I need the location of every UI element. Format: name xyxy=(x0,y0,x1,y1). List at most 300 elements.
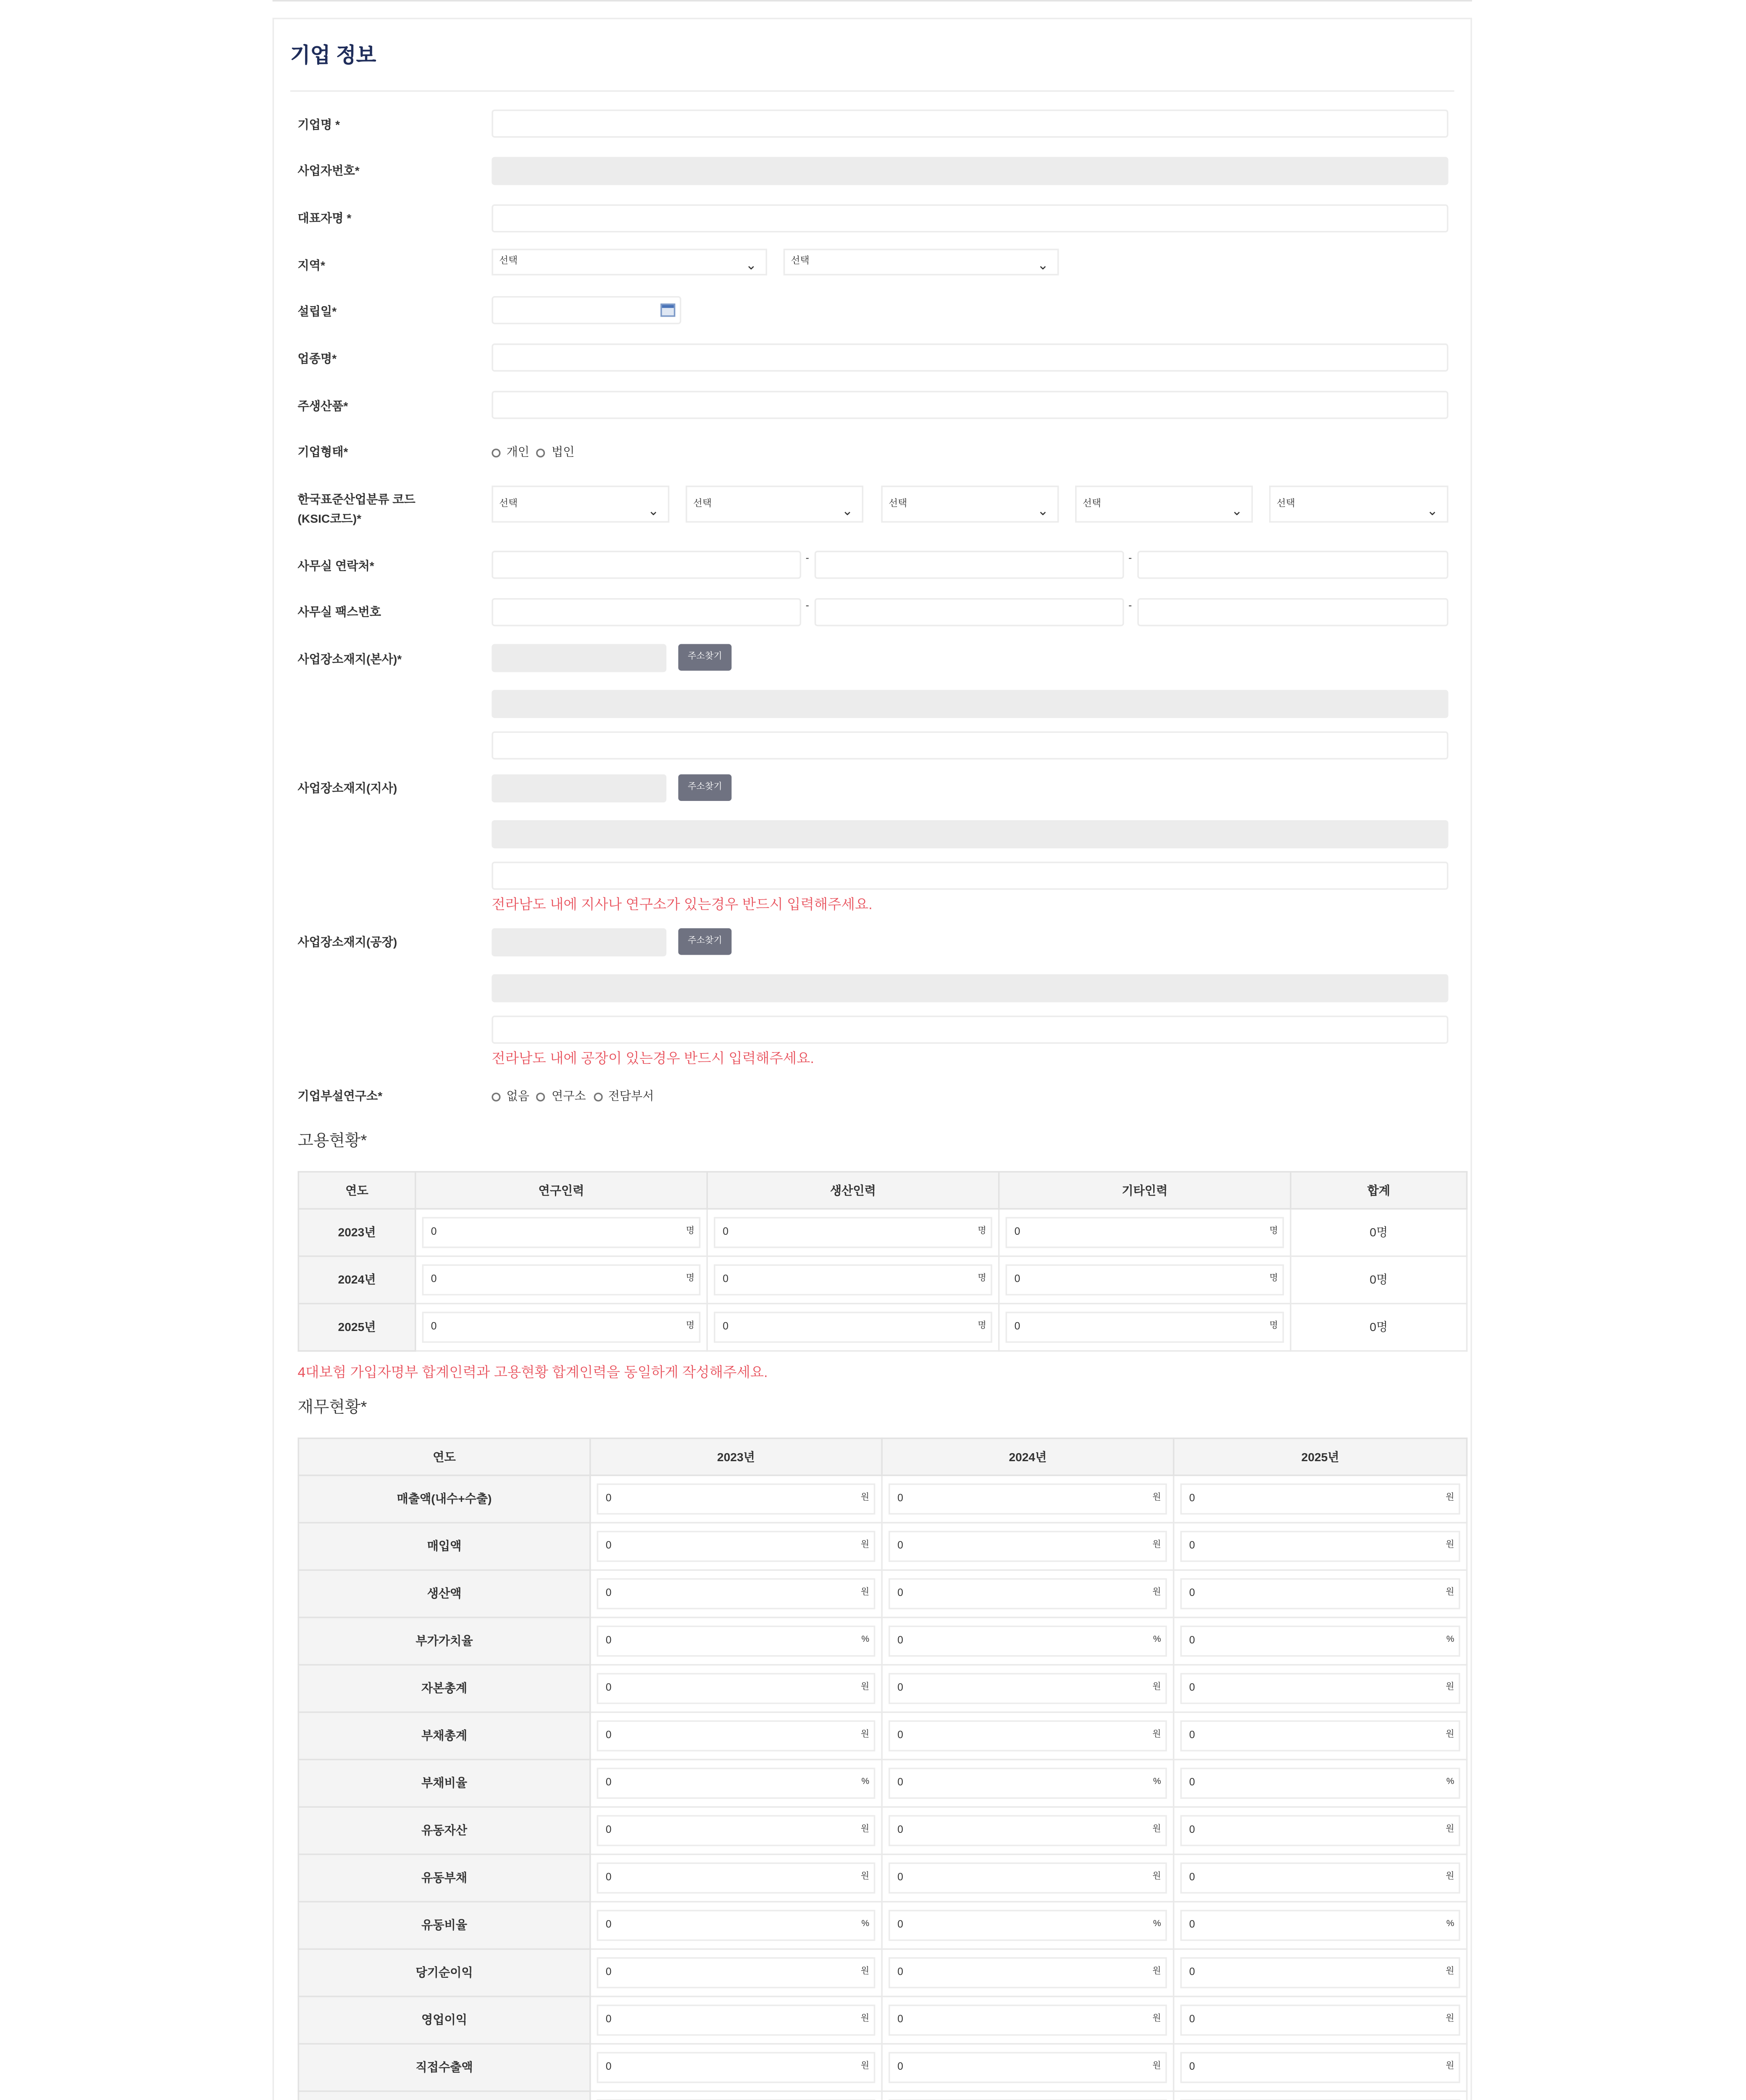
col-header-research: 연구인력 xyxy=(415,1172,707,1209)
factory-address-detail-input[interactable] xyxy=(492,1016,1448,1044)
cell-research xyxy=(415,1304,707,1351)
cell-value-col xyxy=(590,1617,882,1665)
cell-value: 0 xyxy=(897,1730,903,1741)
cell-value: 0 xyxy=(897,2015,903,2026)
cell-research xyxy=(415,1256,707,1304)
cell-value: 0 xyxy=(1189,1730,1195,1741)
unit-label: % xyxy=(1153,1920,1161,1929)
tel-dash-2: - xyxy=(1128,554,1132,564)
unit-label: 원 xyxy=(1446,2015,1454,2024)
finance-input[interactable] xyxy=(1180,1768,1460,1799)
unit-label: 원 xyxy=(1152,1967,1161,1977)
unit-label: 명 xyxy=(978,1322,986,1331)
factory-address-search-button[interactable]: 주소찾기 xyxy=(678,928,731,955)
col-header-total: 합계 xyxy=(1291,1172,1467,1209)
row-label: 매입액 xyxy=(298,1522,590,1570)
branch-address-input[interactable] xyxy=(492,820,1448,848)
table-row xyxy=(298,2091,1467,2100)
finance-input[interactable] xyxy=(1180,1720,1460,1751)
row-label: 부채총계 xyxy=(298,1712,590,1760)
cell-value-col xyxy=(590,1996,882,2044)
finance-input[interactable] xyxy=(597,1957,876,1988)
cell-production xyxy=(707,1209,999,1256)
label-ksic: 한국표준산업분류 코드 xyxy=(297,493,415,507)
row-year: 2025년 xyxy=(298,1304,415,1351)
founded-date-input[interactable] xyxy=(492,296,681,324)
table-row xyxy=(298,2044,1467,2091)
finance-input[interactable] xyxy=(597,1862,876,1893)
cell-value: 0 xyxy=(1189,1825,1195,1836)
finance-input[interactable] xyxy=(889,1768,1167,1799)
radio-label-corporation: 법인 xyxy=(551,446,575,459)
cell-value-col xyxy=(882,1902,1173,1949)
finance-input[interactable] xyxy=(597,1910,876,1941)
table-row xyxy=(298,1665,1467,1712)
row-total: 0명 xyxy=(1291,1304,1467,1351)
cell-production xyxy=(707,1304,999,1351)
employment-title: 고용현황* xyxy=(297,1132,367,1150)
cell-value-col xyxy=(1174,1996,1467,2044)
cell-value-col xyxy=(1174,1617,1467,1665)
table-row xyxy=(298,1949,1467,1997)
cell-value: 0 xyxy=(897,1494,903,1504)
biz-no-input[interactable] xyxy=(492,157,1448,185)
cell-value-col xyxy=(882,1949,1173,1997)
cell-value: 0 xyxy=(605,1920,612,1931)
office-tel-part3[interactable] xyxy=(1137,551,1448,579)
chevron-down-icon: ⌄ xyxy=(841,503,853,518)
unit-label: 원 xyxy=(860,1730,870,1740)
unit-label: 명 xyxy=(1269,1227,1278,1236)
office-tel-part2[interactable] xyxy=(815,551,1124,579)
hq-address-input[interactable] xyxy=(492,690,1448,718)
chevron-down-icon: ⌄ xyxy=(1427,503,1438,518)
finance-input[interactable] xyxy=(889,1910,1167,1941)
cell-value: 0 xyxy=(605,2015,612,2026)
cell-value-col xyxy=(590,2044,882,2091)
cell-value: 0 xyxy=(897,1778,903,1789)
unit-label: 원 xyxy=(860,1873,870,1882)
cell-value-col xyxy=(882,1712,1173,1760)
finance-input[interactable] xyxy=(889,1815,1167,1846)
row-total: 0명 xyxy=(1291,1209,1467,1256)
row-year: 2024년 xyxy=(298,1256,415,1304)
unit-label: 원 xyxy=(1152,2015,1161,2024)
finance-input[interactable] xyxy=(597,1768,876,1799)
row-label: 유동자산 xyxy=(298,1807,590,1854)
finance-input[interactable] xyxy=(1180,1957,1460,1988)
radio-individual[interactable] xyxy=(492,448,500,457)
table-row xyxy=(298,1475,1467,1523)
lab-radios xyxy=(492,1088,654,1105)
production-count-input[interactable] xyxy=(714,1264,992,1295)
research-count-input[interactable] xyxy=(422,1217,701,1248)
chevron-down-icon: ⌄ xyxy=(1037,257,1049,273)
cell-value: 0 xyxy=(897,1873,903,1883)
row-label: 부가가치율 xyxy=(298,1617,590,1665)
chevron-down-icon: ⌄ xyxy=(1231,503,1243,518)
cell-value-col xyxy=(590,1522,882,1570)
finance-input[interactable] xyxy=(889,1720,1167,1751)
product-input[interactable] xyxy=(492,391,1448,419)
cell-value-col xyxy=(1174,1902,1467,1949)
label-product: 주생산품* xyxy=(297,399,348,413)
col-header-2025: 2025년 xyxy=(1174,1438,1467,1475)
table-row xyxy=(298,1209,1467,1256)
label-region: 지역* xyxy=(297,259,326,273)
finance-input[interactable] xyxy=(1180,1815,1460,1846)
office-tel-part1[interactable] xyxy=(492,551,801,579)
finance-input[interactable] xyxy=(889,1673,1167,1704)
cell-value: 0 xyxy=(1189,1683,1195,1694)
cell-value-col xyxy=(1174,1475,1467,1523)
region-select-2[interactable] xyxy=(784,249,1059,275)
ksic-select-3[interactable] xyxy=(881,486,1059,522)
cell-value: 0 xyxy=(1189,1636,1195,1646)
cell-value: 0 xyxy=(1189,1588,1195,1599)
ksic-select-2[interactable] xyxy=(686,486,863,522)
branch-zipcode-input[interactable] xyxy=(492,774,666,803)
cell-value: 0 xyxy=(897,1920,903,1931)
radio-lab[interactable] xyxy=(537,1092,546,1101)
label-ksic-code: (KSIC코드)* xyxy=(297,512,362,526)
row-label: 생산액 xyxy=(298,1570,590,1617)
unit-label: 원 xyxy=(1152,1541,1161,1550)
cell-value-col xyxy=(882,1475,1173,1523)
cell-value-col xyxy=(590,1665,882,1712)
select-value: 선택 xyxy=(1276,499,1295,509)
cell-value: 0 xyxy=(431,1227,437,1238)
unit-label: 원 xyxy=(860,2015,870,2024)
label-industry: 업종명* xyxy=(297,352,337,366)
cell-other xyxy=(999,1304,1291,1351)
research-count-input[interactable] xyxy=(422,1264,701,1295)
unit-label: 원 xyxy=(1152,1730,1161,1740)
unit-label: 명 xyxy=(978,1227,986,1236)
cell-value-col xyxy=(882,1807,1173,1854)
table-row xyxy=(298,1902,1467,1949)
label-addr-hq: 사업장소재지(본사)* xyxy=(297,653,402,667)
unit-label: 원 xyxy=(1152,1873,1161,1882)
cell-value-col xyxy=(1174,1712,1467,1760)
row-label: 영업이익 xyxy=(298,1996,590,2044)
cell-value-col xyxy=(882,1570,1173,1617)
unit-label: 명 xyxy=(686,1227,695,1236)
other-count-input[interactable] xyxy=(1005,1217,1284,1248)
table-row xyxy=(298,1807,1467,1854)
cell-value: 0 xyxy=(431,1275,437,1285)
cell-value-col xyxy=(882,1854,1173,1902)
cell-value: 0 xyxy=(723,1227,728,1238)
col-header-other: 기타인력 xyxy=(999,1172,1291,1209)
label-biz-no: 사업자번호* xyxy=(297,164,360,178)
radio-label-dept: 전담부서 xyxy=(608,1089,654,1103)
radio-label-none: 없음 xyxy=(506,1089,530,1103)
ksic-select-1[interactable] xyxy=(492,486,669,522)
ksic-select-5[interactable] xyxy=(1269,486,1449,522)
table-row xyxy=(298,1522,1467,1570)
select-value: 선택 xyxy=(1082,499,1102,509)
finance-input[interactable] xyxy=(597,1483,876,1515)
row-label xyxy=(298,2091,590,2100)
col-header-production: 생산인력 xyxy=(707,1172,999,1209)
company-type-radios xyxy=(492,444,574,461)
industry-input[interactable] xyxy=(492,344,1448,372)
production-count-input[interactable] xyxy=(714,1312,992,1343)
unit-label: % xyxy=(861,1636,870,1645)
cell-value-col xyxy=(1174,2091,1467,2100)
cell-value-col xyxy=(590,1854,882,1902)
finance-input[interactable] xyxy=(1180,2005,1460,2036)
unit-label: 원 xyxy=(1446,1541,1454,1550)
finance-input[interactable] xyxy=(1180,2052,1460,2083)
finance-input[interactable] xyxy=(1180,1910,1460,1941)
unit-label: 원 xyxy=(1152,2062,1161,2071)
table-row xyxy=(298,1712,1467,1760)
label-office-tel: 사무실 연락처* xyxy=(297,559,374,573)
other-count-input[interactable] xyxy=(1005,1312,1284,1343)
finance-input[interactable] xyxy=(889,2052,1167,2083)
cell-value: 0 xyxy=(897,1683,903,1694)
row-label: 직접수출액 xyxy=(298,2044,590,2091)
unit-label: 원 xyxy=(860,1825,870,1835)
label-addr-branch: 사업장소재지(지사) xyxy=(297,782,397,795)
page-title: 기업 정보 xyxy=(290,43,376,67)
branch-note: 전라남도 내에 지사나 연구소가 있는경우 반드시 입력해주세요. xyxy=(492,897,873,914)
row-label: 유동부채 xyxy=(298,1854,590,1902)
finance-input[interactable] xyxy=(889,1862,1167,1893)
cell-value: 0 xyxy=(897,1636,903,1646)
radio-corporation[interactable] xyxy=(537,448,546,457)
cell-value: 0 xyxy=(897,1541,903,1552)
table-row xyxy=(298,1256,1467,1304)
cell-value: 0 xyxy=(723,1322,728,1333)
hq-zipcode-input[interactable] xyxy=(492,644,666,672)
col-header-2023: 2023년 xyxy=(590,1438,882,1475)
office-fax-part1[interactable] xyxy=(492,598,801,626)
cell-value: 0 xyxy=(1189,1778,1195,1789)
unit-label: 원 xyxy=(1446,1967,1454,1977)
cell-value: 0 xyxy=(605,1825,612,1836)
branch-address-search-button[interactable]: 주소찾기 xyxy=(678,774,731,801)
radio-none[interactable] xyxy=(492,1092,500,1101)
row-label: 유동비율 xyxy=(298,1902,590,1949)
cell-value: 0 xyxy=(431,1322,437,1333)
cell-value-col xyxy=(1174,2044,1467,2091)
unit-label: 원 xyxy=(1152,1825,1161,1835)
finance-input[interactable] xyxy=(597,2052,876,2083)
tel-dash-1: - xyxy=(805,554,809,564)
unit-label: 원 xyxy=(1446,1494,1454,1503)
cell-value: 0 xyxy=(605,2062,612,2073)
finance-input[interactable] xyxy=(889,1531,1167,1562)
cell-value: 0 xyxy=(1014,1275,1020,1285)
office-fax-part3[interactable] xyxy=(1137,598,1448,626)
row-label: 부채비율 xyxy=(298,1759,590,1807)
unit-label: 원 xyxy=(1446,1683,1454,1693)
hq-address-detail-input[interactable] xyxy=(492,731,1448,759)
unit-label: 원 xyxy=(1446,2062,1454,2071)
research-count-input[interactable] xyxy=(422,1312,701,1343)
finance-input[interactable] xyxy=(889,1483,1167,1515)
cell-value-col xyxy=(590,1759,882,1807)
row-label: 자본총계 xyxy=(298,1665,590,1712)
cell-value-col xyxy=(590,1949,882,1997)
cell-value-col xyxy=(882,2044,1173,2091)
table-row xyxy=(298,1617,1467,1665)
ksic-select-4[interactable] xyxy=(1075,486,1253,522)
finance-input[interactable] xyxy=(1180,1578,1460,1609)
other-count-input[interactable] xyxy=(1005,1264,1284,1295)
finance-input[interactable] xyxy=(1180,1531,1460,1562)
table-row xyxy=(298,1759,1467,1807)
cell-value-col xyxy=(590,1475,882,1523)
unit-label: % xyxy=(1446,1636,1454,1645)
unit-label: % xyxy=(1153,1636,1161,1645)
select-value: 선택 xyxy=(499,499,518,509)
company-name-input[interactable] xyxy=(492,110,1448,138)
unit-label: 명 xyxy=(1269,1322,1278,1331)
unit-label: % xyxy=(1153,1778,1161,1787)
unit-label: 원 xyxy=(860,1683,870,1693)
select-value: 선택 xyxy=(499,256,518,267)
radio-label-individual: 개인 xyxy=(506,446,530,459)
cell-value: 0 xyxy=(605,1588,612,1599)
label-ceo: 대표자명 * xyxy=(297,212,352,225)
cell-value-col xyxy=(882,1665,1173,1712)
unit-label: 명 xyxy=(686,1322,695,1331)
unit-label: 원 xyxy=(1152,1588,1161,1598)
unit-label: 원 xyxy=(1446,1730,1454,1740)
cell-value: 0 xyxy=(1189,1920,1195,1931)
finance-input[interactable] xyxy=(597,1815,876,1846)
unit-label: 원 xyxy=(1446,1588,1454,1598)
cell-value: 0 xyxy=(605,1778,612,1789)
cell-value: 0 xyxy=(1189,2062,1195,2073)
unit-label: 원 xyxy=(860,1541,870,1550)
finance-input[interactable] xyxy=(597,2005,876,2036)
chevron-down-icon: ⌄ xyxy=(745,257,757,273)
unit-label: 명 xyxy=(686,1275,695,1284)
cell-value-col xyxy=(882,1759,1173,1807)
cell-value: 0 xyxy=(605,1967,612,1978)
finance-input[interactable] xyxy=(889,1625,1167,1656)
cell-value: 0 xyxy=(1189,2015,1195,2026)
finance-input[interactable] xyxy=(597,1531,876,1562)
cell-value-col xyxy=(1174,1807,1467,1854)
radio-dept[interactable] xyxy=(593,1092,602,1101)
cell-value: 0 xyxy=(605,1494,612,1504)
region-select-1[interactable] xyxy=(492,249,767,275)
unit-label: 원 xyxy=(860,1494,870,1503)
finance-input[interactable] xyxy=(1180,1625,1460,1656)
col-header-2024: 2024년 xyxy=(882,1438,1173,1475)
cell-production xyxy=(707,1256,999,1304)
factory-zipcode-input[interactable] xyxy=(492,928,666,956)
row-total: 0명 xyxy=(1291,1256,1467,1304)
title-divider xyxy=(290,90,1454,92)
cell-value-col xyxy=(1174,1854,1467,1902)
finance-input[interactable] xyxy=(1180,1673,1460,1704)
chevron-down-icon: ⌄ xyxy=(1037,503,1049,518)
cell-value-col xyxy=(1174,1522,1467,1570)
unit-label: 원 xyxy=(1152,1683,1161,1693)
cell-value-col xyxy=(590,1712,882,1760)
cell-value: 0 xyxy=(1189,1873,1195,1883)
cell-value: 0 xyxy=(897,1825,903,1836)
row-label: 당기순이익 xyxy=(298,1949,590,1997)
finance-title: 재무현황* xyxy=(297,1399,367,1417)
finance-input[interactable] xyxy=(889,1957,1167,1988)
finance-input[interactable] xyxy=(889,2005,1167,2036)
finance-input[interactable] xyxy=(889,1578,1167,1609)
table-row xyxy=(298,1996,1467,2044)
finance-input[interactable] xyxy=(597,1673,876,1704)
top-divider xyxy=(273,0,1472,2)
production-count-input[interactable] xyxy=(714,1217,992,1248)
label-addr-factory: 사업장소재지(공장) xyxy=(297,935,397,949)
cell-value-col xyxy=(882,1522,1173,1570)
branch-address-detail-input[interactable] xyxy=(492,862,1448,890)
office-fax-part2[interactable] xyxy=(815,598,1124,626)
cell-value: 0 xyxy=(1189,1541,1195,1552)
unit-label: 원 xyxy=(860,1967,870,1977)
cell-value-col xyxy=(882,1996,1173,2044)
ceo-input[interactable] xyxy=(492,204,1448,232)
cell-value: 0 xyxy=(897,1588,903,1599)
cell-value-col xyxy=(590,1807,882,1854)
factory-address-input[interactable] xyxy=(492,974,1448,1002)
col-header-year: 연도 xyxy=(298,1438,590,1475)
table-row xyxy=(298,1570,1467,1617)
label-company-name: 기업명 * xyxy=(297,118,340,132)
cell-value: 0 xyxy=(1014,1227,1020,1238)
row-label: 매출액(내수+수출) xyxy=(298,1475,590,1523)
unit-label: 명 xyxy=(978,1275,986,1284)
fax-dash-2: - xyxy=(1128,601,1132,612)
label-company-type: 기업형태* xyxy=(297,446,348,459)
finance-input[interactable] xyxy=(597,1578,876,1609)
cell-value: 0 xyxy=(723,1275,728,1285)
cell-value-col xyxy=(590,2091,882,2100)
cell-other xyxy=(999,1256,1291,1304)
fax-dash-1: - xyxy=(805,601,809,612)
unit-label: 원 xyxy=(1152,1494,1161,1503)
cell-value: 0 xyxy=(605,1873,612,1883)
finance-input[interactable] xyxy=(597,1720,876,1751)
label-founded: 설립일* xyxy=(297,305,337,318)
unit-label: 원 xyxy=(1446,1873,1454,1882)
chevron-down-icon: ⌄ xyxy=(648,503,659,518)
col-header-year: 연도 xyxy=(298,1172,415,1209)
unit-label: % xyxy=(861,1920,870,1929)
unit-label: % xyxy=(861,1778,870,1787)
unit-label: % xyxy=(1446,1778,1454,1787)
hq-address-search-button[interactable]: 주소찾기 xyxy=(678,644,731,670)
cell-other xyxy=(999,1209,1291,1256)
cell-value: 0 xyxy=(605,1541,612,1552)
finance-input[interactable] xyxy=(1180,1483,1460,1515)
cell-value: 0 xyxy=(897,2062,903,2073)
row-year: 2023년 xyxy=(298,1209,415,1256)
finance-input[interactable] xyxy=(1180,1862,1460,1893)
calendar-icon[interactable] xyxy=(660,304,675,317)
cell-value: 0 xyxy=(1014,1322,1020,1333)
finance-input[interactable] xyxy=(597,1625,876,1656)
cell-value-col xyxy=(882,1617,1173,1665)
select-value: 선택 xyxy=(693,499,712,509)
label-lab: 기업부설연구소* xyxy=(297,1089,383,1103)
